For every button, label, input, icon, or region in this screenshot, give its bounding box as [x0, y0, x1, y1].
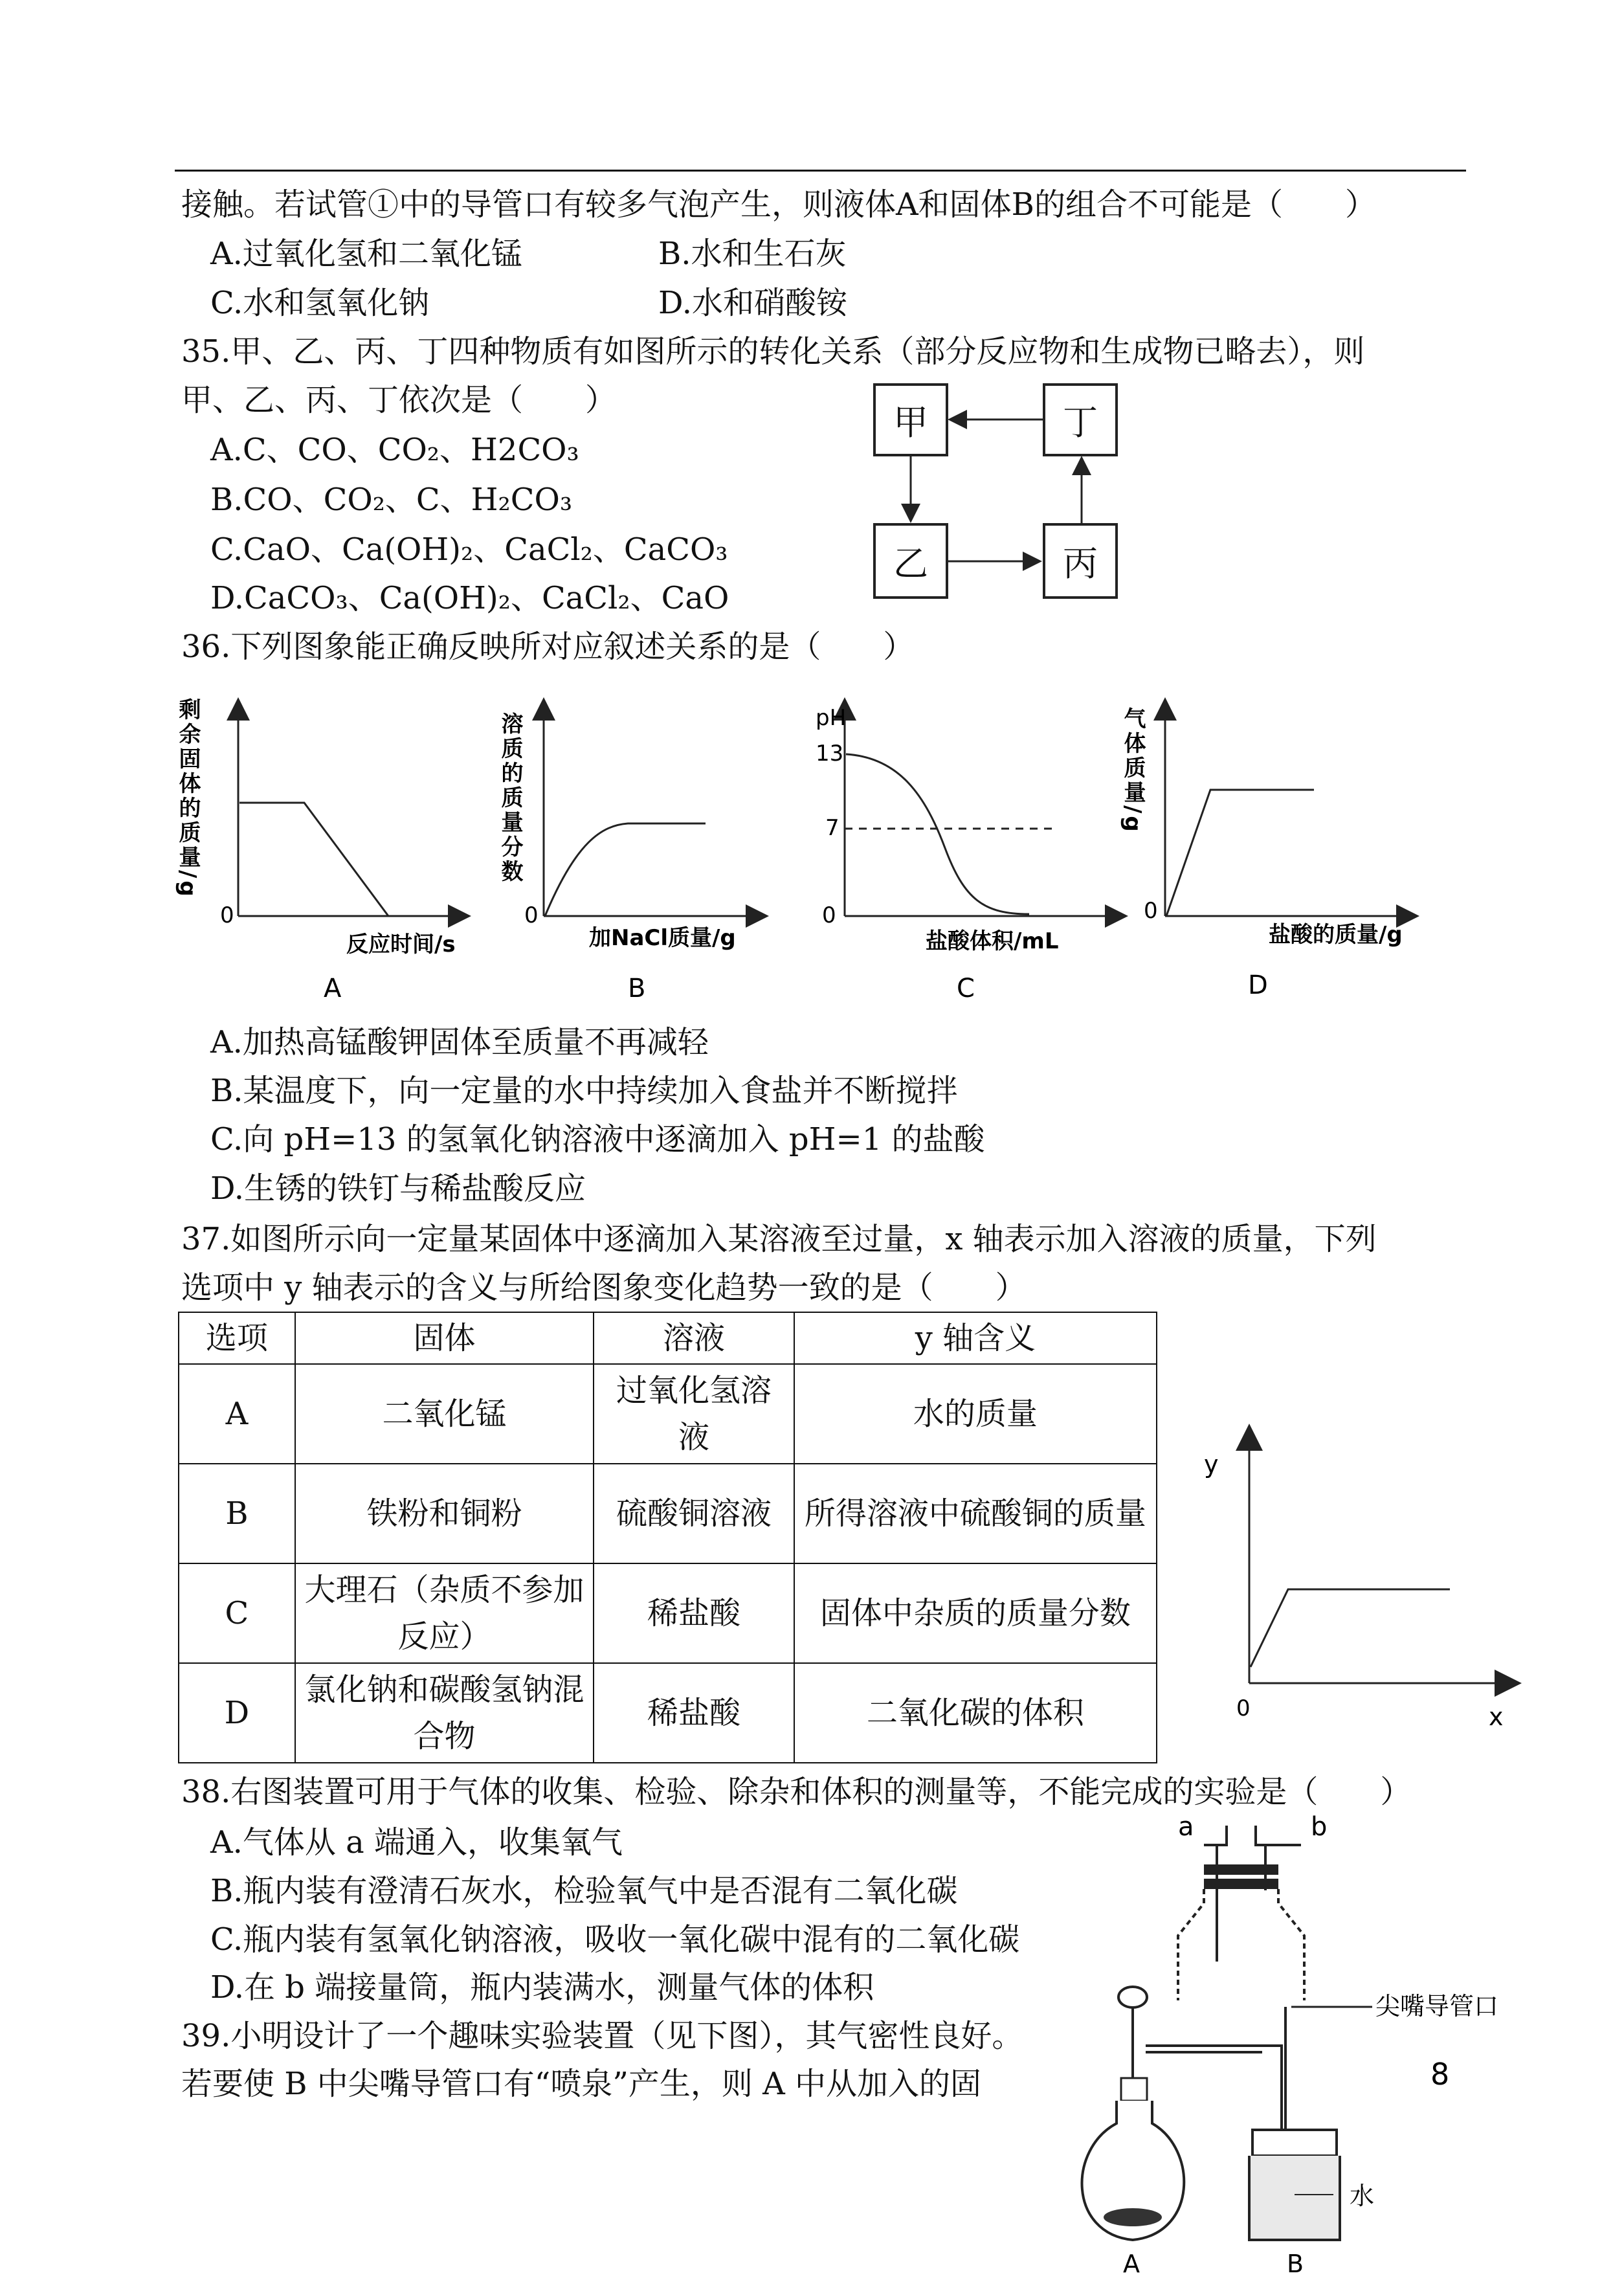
graph-a-curve	[239, 803, 388, 916]
graph-b	[497, 709, 757, 1003]
q37-graph-ylabel: y	[1204, 1450, 1219, 1479]
q37-graph-curve	[1251, 1589, 1450, 1667]
gas-bottle-diagram	[1152, 1806, 1346, 2000]
graph-c-curve	[846, 754, 1029, 914]
label-b: b	[1311, 1812, 1328, 1842]
graph-a	[175, 698, 460, 1003]
q35-stem-line2: 甲、乙、丙、丁依次是（ ）	[181, 382, 617, 418]
table-cell: 水的质量	[794, 1364, 1157, 1464]
table-cell: 大理石（杂质不参加反应）	[295, 1563, 594, 1663]
table-cell: 稀盐酸	[594, 1563, 794, 1663]
node-ding: 丁	[1043, 383, 1118, 456]
q37-graph-origin: 0	[1236, 1695, 1251, 1721]
q38-option-a: A.气体从 a 端通入，收集氧气	[210, 1824, 623, 1861]
q37-options-table	[178, 1312, 1157, 1763]
graph-c-origin: 0	[822, 902, 836, 928]
graph-c-xlabel: 盐酸体积/mL	[926, 928, 1059, 954]
table-cell: 氯化钠和碳酸氢钠混合物	[295, 1663, 594, 1763]
table-cell: 二氧化锰	[295, 1364, 594, 1464]
table-row	[179, 1563, 1157, 1663]
table-cell: A	[179, 1364, 295, 1464]
q37-stem-line1: 37.如图所示向一定量某固体中逐滴加入某溶液至过量，x 轴表示加入溶液的质量，下列	[181, 1221, 1377, 1257]
graph-d-xlabel: 盐酸的质量/g	[1269, 922, 1403, 948]
q34-stem: 接触。若试管①中的导管口有较多气泡产生，则液体A和固体B的组合不可能是（ ）	[181, 186, 1376, 223]
q35-option-d: D.CaCO₃、Ca(OH)₂、CaCl₂、CaO	[210, 580, 729, 616]
q39-stem-line1: 39.小明设计了一个趣味实验装置（见下图），其气密性良好。	[181, 2018, 1023, 2054]
graph-b-ylabel: 溶质的质量分数	[497, 712, 523, 884]
q38-option-d: D.在 b 端接量筒，瓶内装满水，测量气体的体积	[210, 1969, 874, 2006]
q37-graph-xlabel: x	[1489, 1703, 1504, 1731]
graph-d-origin: 0	[1144, 898, 1158, 924]
table-cell: 稀盐酸	[594, 1663, 794, 1763]
label-water: 水	[1350, 2182, 1375, 2210]
q38-option-b: B.瓶内装有澄清石灰水，检验氧气中是否混有二氧化碳	[210, 1873, 958, 1909]
q36-graphs	[175, 680, 1469, 1003]
graph-c	[816, 705, 1117, 1003]
q39-stem-line2: 若要使 B 中尖嘴导管口有“喷泉”产生，则 A 中从加入的固	[181, 2066, 982, 2102]
table-cell: 所得溶液中硫酸铜的质量	[794, 1464, 1157, 1563]
q34-option-a: A.过氧化氢和二氧化锰	[210, 236, 522, 272]
q35-option-b: B.CO、CO₂、C、H₂CO₃	[210, 482, 573, 518]
graph-b-curve	[545, 823, 706, 916]
q34-option-b: B.水和生石灰	[658, 236, 847, 272]
q38-option-c: C.瓶内装有氢氧化钠溶液，吸收一氧化碳中混有的二氧化碳	[210, 1921, 1020, 1958]
graph-a-xlabel: 反应时间/s	[346, 932, 456, 957]
table-row	[179, 1364, 1157, 1464]
table-cell: C	[179, 1563, 295, 1663]
q35-option-c: C.CaO、Ca(OH)₂、CaCl₂、CaCO₃	[210, 531, 728, 568]
node-jia: 甲	[873, 383, 948, 456]
label-nozzle: 尖嘴导管口	[1375, 1992, 1499, 2020]
page-number: 8	[1430, 2057, 1450, 2092]
header-rule	[175, 170, 1466, 172]
table-cell: 过氧化氢溶液	[594, 1364, 794, 1464]
q37-graph	[1204, 1411, 1541, 1735]
graph-d-ylabel: 气体质量/g	[1120, 707, 1146, 834]
graph-c-ytick-7: 7	[825, 815, 840, 841]
q35-option-a: A.C、CO、CO₂、H2CO₃	[210, 432, 579, 468]
graph-c-ylabel: pH	[816, 705, 847, 731]
fountain-apparatus	[1062, 1981, 1515, 2293]
graph-a-ylabel: 剩余固体的质量/g	[175, 698, 201, 899]
label-a: a	[1178, 1812, 1194, 1842]
graph-d	[1120, 707, 1408, 1000]
table-row	[179, 1663, 1157, 1763]
label-flask-a: A	[1123, 2250, 1140, 2278]
q36-stem: 36.下列图象能正确反映所对应叙述关系的是（ ）	[181, 629, 915, 665]
graph-a-label: A	[324, 974, 342, 1003]
table-header-cell: 溶液	[594, 1312, 794, 1364]
table-header-row	[179, 1312, 1157, 1364]
q34-option-d: D.水和硝酸铵	[658, 285, 848, 321]
graph-a-origin: 0	[220, 902, 234, 928]
node-yi: 乙	[873, 523, 948, 599]
q36-option-c: C.向 pH=13 的氢氧化钠溶液中逐滴加入 pH=1 的盐酸	[210, 1121, 985, 1158]
table-header-cell: 固体	[295, 1312, 594, 1364]
graph-b-xlabel: 加NaCl质量/g	[589, 925, 736, 951]
graph-c-label: C	[957, 974, 975, 1003]
table-cell: 铁粉和铜粉	[295, 1464, 594, 1563]
table-header-cell: 选项	[179, 1312, 295, 1364]
table-row	[179, 1464, 1157, 1563]
q34-option-c: C.水和氢氧化钠	[210, 285, 430, 321]
graph-d-curve	[1166, 790, 1314, 916]
table-cell: D	[179, 1663, 295, 1763]
table-cell: B	[179, 1464, 295, 1563]
q37-stem-line2: 选项中 y 轴表示的含义与所给图象变化趋势一致的是（ ）	[181, 1270, 1027, 1306]
table-cell: 二氧化碳的体积	[794, 1663, 1157, 1763]
table-cell: 固体中杂质的质量分数	[794, 1563, 1157, 1663]
conversion-arrows	[867, 375, 1126, 609]
q36-option-d: D.生锈的铁钉与稀盐酸反应	[210, 1170, 586, 1207]
graph-b-origin: 0	[524, 902, 539, 928]
label-bottle-b: B	[1287, 2250, 1304, 2278]
q36-option-b: B.某温度下，向一定量的水中持续加入食盐并不断搅拌	[210, 1073, 958, 1109]
table-cell: 硫酸铜溶液	[594, 1464, 794, 1563]
node-bing: 丙	[1043, 523, 1118, 599]
graph-d-label: D	[1248, 970, 1268, 1000]
graph-c-ytick-13: 13	[816, 741, 844, 766]
table-header-cell: y 轴含义	[794, 1312, 1157, 1364]
graph-b-label: B	[628, 974, 646, 1003]
q38-stem: 38.右图装置可用于气体的收集、检验、除杂和体积的测量等，不能完成的实验是（ ）	[181, 1774, 1412, 1810]
q36-option-a: A.加热高锰酸钾固体至质量不再减轻	[210, 1024, 709, 1060]
q35-stem-line1: 35.甲、乙、丙、丁四种物质有如图所示的转化关系（部分反应物和生成物已略去），则	[181, 333, 1365, 370]
